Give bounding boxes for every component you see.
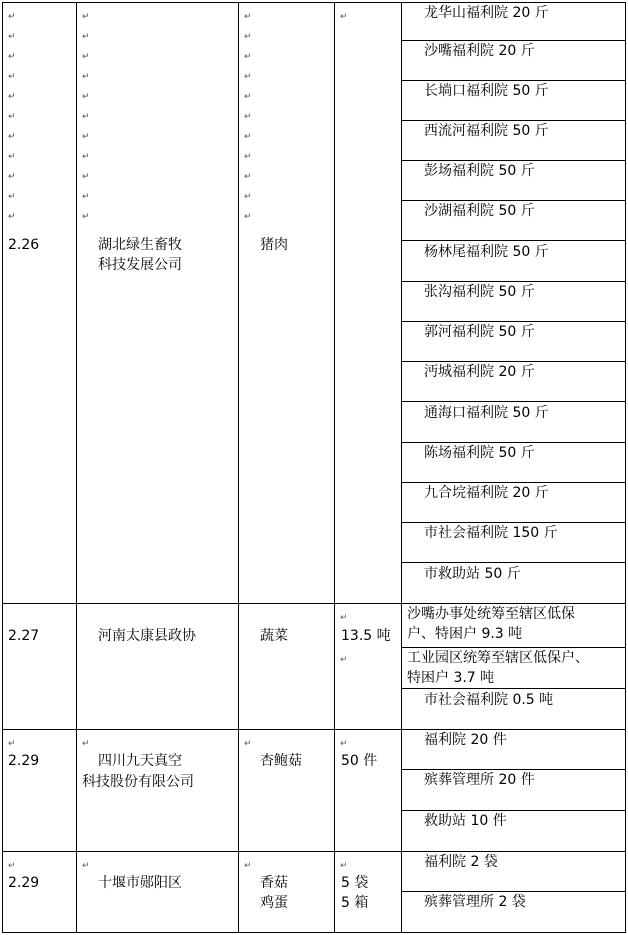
recipient-cell: 长埫口福利院 50 斤 — [424, 83, 549, 99]
table-border-top — [2, 2, 626, 3]
recipient-divider — [401, 562, 626, 563]
paragraph-mark-icon: ↵ — [82, 739, 90, 749]
recipient-cell: 工业园区统筹至辖区低保户、 — [407, 650, 589, 666]
recipient-cell: 户、特困户 9.3 吨 — [407, 626, 523, 642]
donor-cell: 湖北绿生畜牧 — [98, 237, 182, 253]
paragraph-mark-icon: ↵ — [82, 861, 90, 871]
column-divider — [238, 2, 239, 933]
item-cell: 猪肉 — [260, 237, 288, 253]
donor-cell: 河南太康县政协 — [98, 628, 196, 644]
item-cell: 杏鲍菇 — [260, 753, 302, 769]
recipient-cell: 救助站 10 件 — [424, 813, 507, 829]
recipient-divider — [401, 647, 626, 648]
recipient-divider — [401, 200, 626, 201]
recipient-cell: 沙嘴福利院 20 斤 — [424, 43, 535, 59]
recipient-divider — [401, 40, 626, 41]
paragraph-mark-icon: ↵ ↵ ↵ ↵ ↵ ↵ ↵ ↵ ↵ ↵ ↵ — [8, 12, 16, 222]
paragraph-mark-icon: ↵ — [8, 861, 16, 871]
item-cell: 蔬菜 — [260, 628, 288, 644]
quantity-cell: 13.5 吨 — [341, 628, 391, 644]
recipient-cell: 龙华山福利院 20 斤 — [424, 5, 549, 21]
recipient-divider — [401, 769, 626, 770]
paragraph-mark-icon: ↵ — [8, 739, 16, 749]
recipient-cell: 福利院 2 袋 — [424, 854, 498, 870]
donor-cell: 科技股份有限公司 — [82, 774, 194, 790]
recipient-cell: 杨林尾福利院 50 斤 — [424, 244, 549, 260]
paragraph-mark-icon: ↵ — [340, 861, 348, 871]
recipient-cell: 市社会福利院 0.5 吨 — [424, 692, 554, 708]
table-border-left — [2, 2, 3, 933]
recipient-divider — [401, 321, 626, 322]
recipient-divider — [401, 810, 626, 811]
column-divider — [76, 2, 77, 933]
donor-cell: 科技发展公司 — [98, 257, 182, 273]
date-cell: 2.27 — [8, 628, 40, 644]
recipient-cell: 殡葬管理所 2 袋 — [424, 894, 526, 910]
recipient-divider — [401, 120, 626, 121]
paragraph-mark-icon: ↵ ↵ ↵ ↵ ↵ ↵ ↵ ↵ ↵ ↵ ↵ — [244, 12, 252, 222]
row-divider — [2, 851, 626, 852]
paragraph-mark-icon: ↵ — [244, 739, 252, 749]
recipient-divider — [401, 281, 626, 282]
recipient-divider — [401, 442, 626, 443]
paragraph-mark-icon: ↵ — [340, 655, 348, 665]
quantity-cell: 5 袋 — [341, 875, 369, 891]
recipient-divider — [401, 482, 626, 483]
recipient-cell: 张沟福利院 50 斤 — [424, 284, 535, 300]
paragraph-mark-icon: ↵ — [340, 739, 348, 749]
recipient-cell: 沔城福利院 20 斤 — [424, 364, 535, 380]
recipient-divider — [401, 688, 626, 689]
recipient-cell: 市社会福利院 150 斤 — [424, 525, 558, 541]
recipient-cell: 沙湖福利院 50 斤 — [424, 203, 535, 219]
recipient-cell: 殡葬管理所 20 件 — [424, 772, 535, 788]
recipient-cell: 沙嘴办事处统筹至辖区低保 — [407, 606, 575, 622]
quantity-cell: 50 件 — [341, 753, 378, 769]
recipient-divider — [401, 160, 626, 161]
column-divider — [401, 2, 402, 933]
date-cell: 2.29 — [8, 875, 40, 891]
paragraph-mark-icon: ↵ — [340, 12, 348, 22]
column-divider — [334, 2, 335, 933]
recipient-cell: 陈场福利院 50 斤 — [424, 445, 535, 461]
recipient-cell: 通海口福利院 50 斤 — [424, 405, 549, 421]
row-divider — [2, 603, 626, 604]
recipient-cell: 彭场福利院 50 斤 — [424, 163, 535, 179]
table-border-bottom — [2, 932, 626, 933]
recipient-divider — [401, 361, 626, 362]
row-divider — [2, 729, 626, 730]
quantity-cell: 5 箱 — [341, 895, 369, 911]
paragraph-mark-icon: ↵ ↵ ↵ ↵ ↵ ↵ ↵ ↵ ↵ ↵ ↵ — [82, 12, 90, 222]
item-cell: 鸡蛋 — [260, 895, 288, 911]
paragraph-mark-icon: ↵ — [244, 861, 252, 871]
recipient-cell: 福利院 20 件 — [424, 732, 507, 748]
recipient-cell: 市救助站 50 斤 — [424, 566, 521, 582]
date-cell: 2.29 — [8, 753, 40, 769]
donor-cell: 四川九天真空 — [98, 753, 182, 769]
recipient-divider — [401, 80, 626, 81]
recipient-divider — [401, 240, 626, 241]
recipient-cell: 郭河福利院 50 斤 — [424, 324, 535, 340]
recipient-cell: 九合垸福利院 20 斤 — [424, 485, 549, 501]
donor-cell: 十堰市郧阳区 — [98, 875, 182, 891]
item-cell: 香菇 — [260, 875, 288, 891]
recipient-divider — [401, 401, 626, 402]
table-border-right — [625, 2, 626, 933]
recipient-cell: 西流河福利院 50 斤 — [424, 123, 549, 139]
recipient-divider — [401, 891, 626, 892]
recipient-divider — [401, 522, 626, 523]
paragraph-mark-icon: ↵ — [340, 613, 348, 623]
recipient-cell: 特困户 3.7 吨 — [407, 670, 495, 686]
date-cell: 2.26 — [8, 237, 40, 253]
